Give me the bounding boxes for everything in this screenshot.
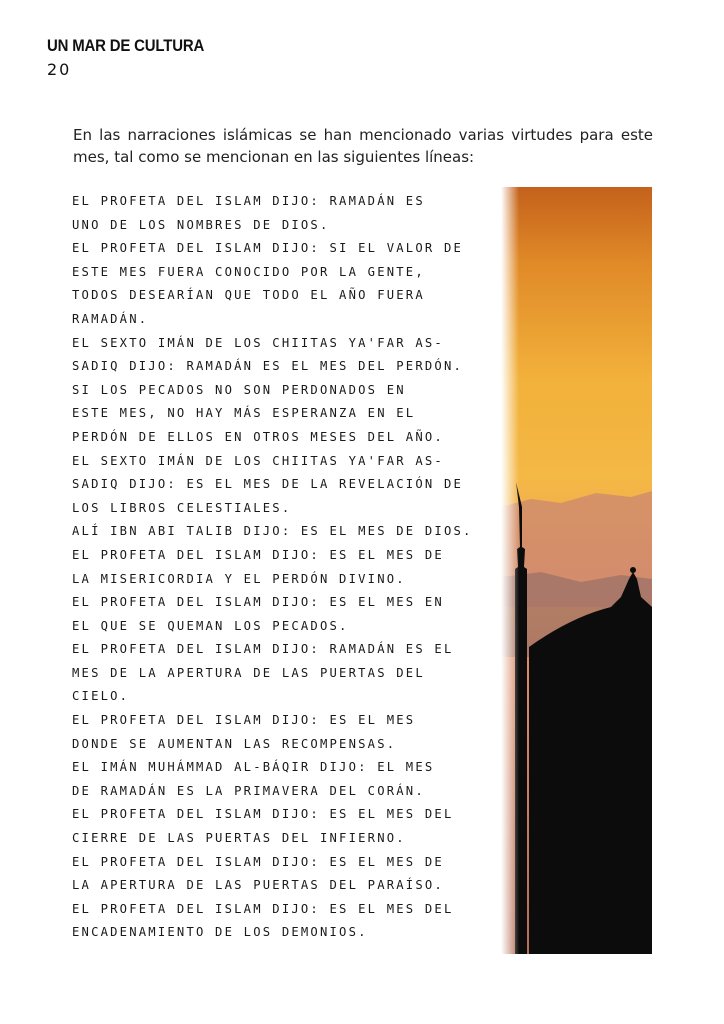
quote-line: SI LOS PECADOS NO SON PERDONADOS EN xyxy=(72,382,406,397)
quote-line: EL PROFETA DEL ISLAM DIJO: ES EL MES DE xyxy=(72,547,444,562)
quote-line: PERDÓN DE ELLOS EN OTROS MESES DEL AÑO. xyxy=(72,429,444,444)
quote-list xyxy=(72,190,502,945)
quote-line: ESTE MES FUERA CONOCIDO POR LA GENTE, xyxy=(72,264,425,279)
quote-line: EL QUE SE QUEMAN LOS PECADOS. xyxy=(72,618,349,633)
quote-line: TODOS DESEARÍAN QUE TODO EL AÑO FUERA xyxy=(72,288,425,303)
quote-line: SADIQ DIJO: ES EL MES DE LA REVELACIÓN DE xyxy=(72,477,464,492)
quote-line: CIERRE DE LAS PUERTAS DEL INFIERNO. xyxy=(72,831,406,846)
quote-line: MES DE LA APERTURA DE LAS PUERTAS DEL xyxy=(72,665,425,680)
page-number: 20 xyxy=(47,60,72,79)
quote-line: EL PROFETA DEL ISLAM DIJO: ES EL MES DEL xyxy=(72,901,454,916)
quote-line: DONDE SE AUMENTAN LAS RECOMPENSAS. xyxy=(72,736,397,751)
quote-line: UNO DE LOS NOMBRES DE DIOS. xyxy=(72,217,330,232)
quote-line: SADIQ DIJO: RAMADÁN ES EL MES DEL PERDÓN. xyxy=(72,359,464,374)
quote-line: RAMADÁN. xyxy=(72,311,149,326)
quote-line: LOS LIBROS CELESTIALES. xyxy=(72,500,292,515)
quote-line: LA APERTURA DE LAS PUERTAS DEL PARAÍSO. xyxy=(72,878,444,893)
mosque-sunset-image xyxy=(501,187,652,954)
quote-line: LA MISERICORDIA Y EL PERDÓN DIVINO. xyxy=(72,571,406,586)
quote-line: EL PROFETA DEL ISLAM DIJO: SI EL VALOR DE xyxy=(72,241,464,256)
quote-line: EL SEXTO IMÁN DE LOS CHIITAS YA'FAR AS- xyxy=(72,335,444,350)
quote-line: ENCADENAMIENTO DE LOS DEMONIOS. xyxy=(72,925,368,940)
quote-line: EL PROFETA DEL ISLAM DIJO: RAMADÁN ES EL xyxy=(72,642,454,657)
quote-line: EL PROFETA DEL ISLAM DIJO: ES EL MES xyxy=(72,713,416,728)
quote-line: EL PROFETA DEL ISLAM DIJO: ES EL MES DE xyxy=(72,854,444,869)
quote-line: ALÍ IBN ABI TALIB DIJO: ES EL MES DE DIOS. xyxy=(72,524,473,539)
quote-line: DE RAMADÁN ES LA PRIMAVERA DEL CORÁN. xyxy=(72,783,425,798)
magazine-title: UN MAR DE CULTURA xyxy=(47,36,205,55)
quote-line: CIELO. xyxy=(72,689,130,704)
quote-line: EL PROFETA DEL ISLAM DIJO: RAMADÁN ES xyxy=(72,194,425,208)
quote-line: EL IMÁN MUHÁMMAD AL-BÁQIR DIJO: EL MES xyxy=(72,760,435,775)
quote-line: EL PROFETA DEL ISLAM DIJO: ES EL MES DEL xyxy=(72,807,454,822)
intro-paragraph: En las narraciones islámicas se han mencionado varias virtudes para este mes, tal como se mencionan en las siguientes líneas: xyxy=(73,126,653,166)
quote-line: EL PROFETA DEL ISLAM DIJO: ES EL MES EN xyxy=(72,595,444,610)
quote-line: EL SEXTO IMÁN DE LOS CHIITAS YA'FAR AS- xyxy=(72,453,444,468)
quote-line: ESTE MES, NO HAY MÁS ESPERANZA EN EL xyxy=(72,406,416,421)
